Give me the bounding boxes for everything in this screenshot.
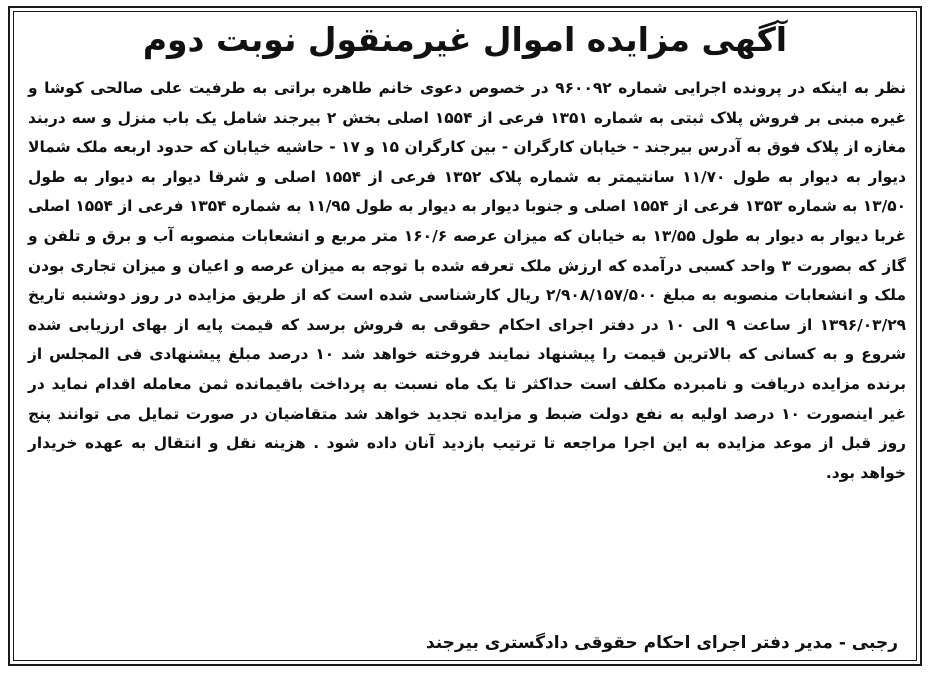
notice-signature: رجبی - مدیر دفتر اجرای احکام حقوقی دادگستری بیرجند [425, 633, 898, 653]
notice-frame [8, 6, 922, 666]
notice-title: آگهی مزایده اموال غیرمنقول نوبت دوم [142, 20, 788, 59]
notice-body: نظر به اینکه در پرونده اجرایی شماره ۹۶۰۰۹۲ در خصوص دعوی خانم طاهره براتی به طرفیت علی صالحی کوشا و غیره مبنی بر فروش پلاک ثبتی به شماره ۱۳۵۱ فرعی از ۱۵۵۴ اصلی بخش ۲ بیرجند شامل یک باب منزل و سه دربند مغازه از پلاک فوق به آدرس بیرجند - خیابان کارگران - بین کارگران ۱۵ و ۱۷ - حاشیه خیابان که حدود اربعه ملک شمالا دیوار به دیوار به طول ۱۱/۷۰ سانتیمتر به شماره پلاک ۱۳۵۲ فرعی از ۱۵۵۴ اصلی و شرقا دیوار به دیوار به طول ۱۳/۵۰ به شماره ۱۳۵۳ فرعی از ۱۵۵۴ اصلی و جنوبا دیوار به دیوار به طول ۱۱/۹۵ به شماره ۱۳۵۴ فرعی از ۱۵۵۴ اصلی غربا دیوار به دیوار به طول ۱۳/۵۵ به خیابان که میزان عرصه ۱۶۰/۶ متر مربع و انشعابات منصوبه آب و برق و تلفن و گاز که بصورت ۳ واحد کسبی درآمده که ارزش ملک تعرفه شده با توجه به میزان عرصه و اعیان و میزان تجاری بودن ملک و انشعابات منصوبه به مبلغ ۲/۹۰۸/۱۵۷/۵۰۰ ریال کارشناسی شده است که از طریق مزایده در روز دوشنبه تاریخ ۱۳۹۶/۰۳/۲۹ از ساعت ۹ الی ۱۰ در دفتر اجرای احکام حقوقی به فروش برسد که قیمت پایه از بهای ارزیابی شده شروع و به کسانی که بالاترین قیمت را پیشنهاد نمایند فروخته خواهد شد ۱۰ درصد مبلغ پیشنهادی فی المجلس از برنده مزایده دریافت و نامبرده مکلف است حداکثر تا یک ماه نسبت به پرداخت باقیمانده ثمن معامله اقدام نماید در غیر اینصورت ۱۰ درصد اولیه به نفع دولت ضبط و مزایده تجدید خواهد شد متقاضیان در صورت تمایل می توانند پنج روز قبل از موعد مزایده به این اجرا مراجعه تا ترتیب بازدید آنان داده شود . هزینه نقل و انتقال به عهده خریدار خواهد بود. [28, 79, 907, 482]
